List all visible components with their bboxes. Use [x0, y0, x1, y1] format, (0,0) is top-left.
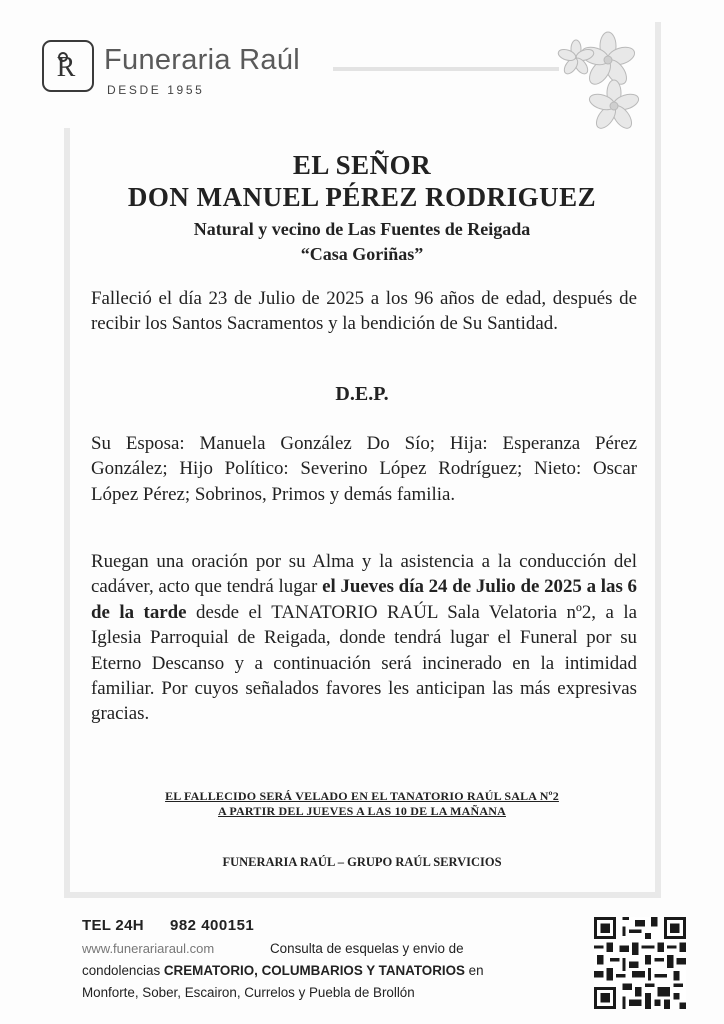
logo-letter: R [56, 52, 76, 83]
plumeria-flowers-icon [548, 28, 658, 136]
dep-heading: D.E.P. [335, 383, 389, 405]
services-line [82, 963, 484, 978]
locations-line: Monforte, Sober, Escairon, Currelos y Puebla de Brollón [82, 985, 415, 1000]
brand-name: Funeraria Raúl [104, 44, 301, 76]
tel-number: 982 400151 [170, 917, 255, 934]
company-line: FUNERARIA RAÚL – GRUPO RAÚL SERVICIOS [222, 855, 502, 869]
services-prefix: condolencias [82, 963, 164, 978]
subtitle-line-2: “Casa Goriñas” [300, 244, 424, 264]
brand-since: DESDE 1955 [107, 83, 205, 97]
tel-label: TEL 24H [82, 917, 144, 934]
family-paragraph: Su Esposa: Manuela González Do Sío; Hija: Esperanza Pérez González; Hijo Político: Severino López Rodríguez; Nieto: Oscar López Pérez; Sobrinos, Primos y demás familia. [91, 433, 637, 505]
website-link[interactable]: www.funerariaraul.com [82, 941, 215, 956]
ceremony-paragraph [91, 549, 637, 727]
title-line-1: EL SEÑOR [292, 150, 432, 180]
death-paragraph: Falleció el día 23 de Julio de 2025 a los 96 años de edad, después de recibir los Santos Sacramentos y la bendición de Su Santidad. [91, 288, 637, 335]
ceremony-date: el Jueves día 24 de Julio de 2025 a las 6 de la tarde [91, 576, 637, 623]
frame-bottom-border [64, 892, 661, 898]
qr-code-icon[interactable] [594, 917, 686, 1009]
services-bold: CREMATORIO, COLUMBARIOS Y TANATORIOS [163, 963, 465, 978]
title-line-2: DON MANUEL PÉREZ RODRIGUEZ [127, 182, 597, 212]
ceremony-rest: desde el TANATORIO RAÚL Sala Velatoria nº2, a la Iglesia Parroquial de Reigada, donde tendrá lugar el Funeral por su Eterno Descanso y a continuación será incinerado en la intimidad familiar. Por cuyos señalados favores les anticipan las más expresivas gracias. [91, 601, 637, 725]
consult-text: Consulta de esquelas y envio de [270, 941, 464, 956]
subtitle-line-1: Natural y vecino de Las Fuentes de Reigada [193, 219, 531, 239]
vigil-line-2: A PARTIR DEL JUEVES A LAS 10 DE LA MAÑANA [218, 804, 506, 818]
services-suffix: en [464, 963, 484, 978]
ceremony-intro: Ruegan una oración por su Alma y la asistencia a la conducción del cadáver, acto que tendrá lugar [91, 551, 637, 598]
funeraria-raul-logo-icon [42, 40, 94, 92]
header-divider [333, 67, 559, 71]
vigil-line-1: EL FALLECIDO SERÁ VELADO EN EL TANATORIO RAÚL SALA Nº2 [165, 789, 559, 803]
